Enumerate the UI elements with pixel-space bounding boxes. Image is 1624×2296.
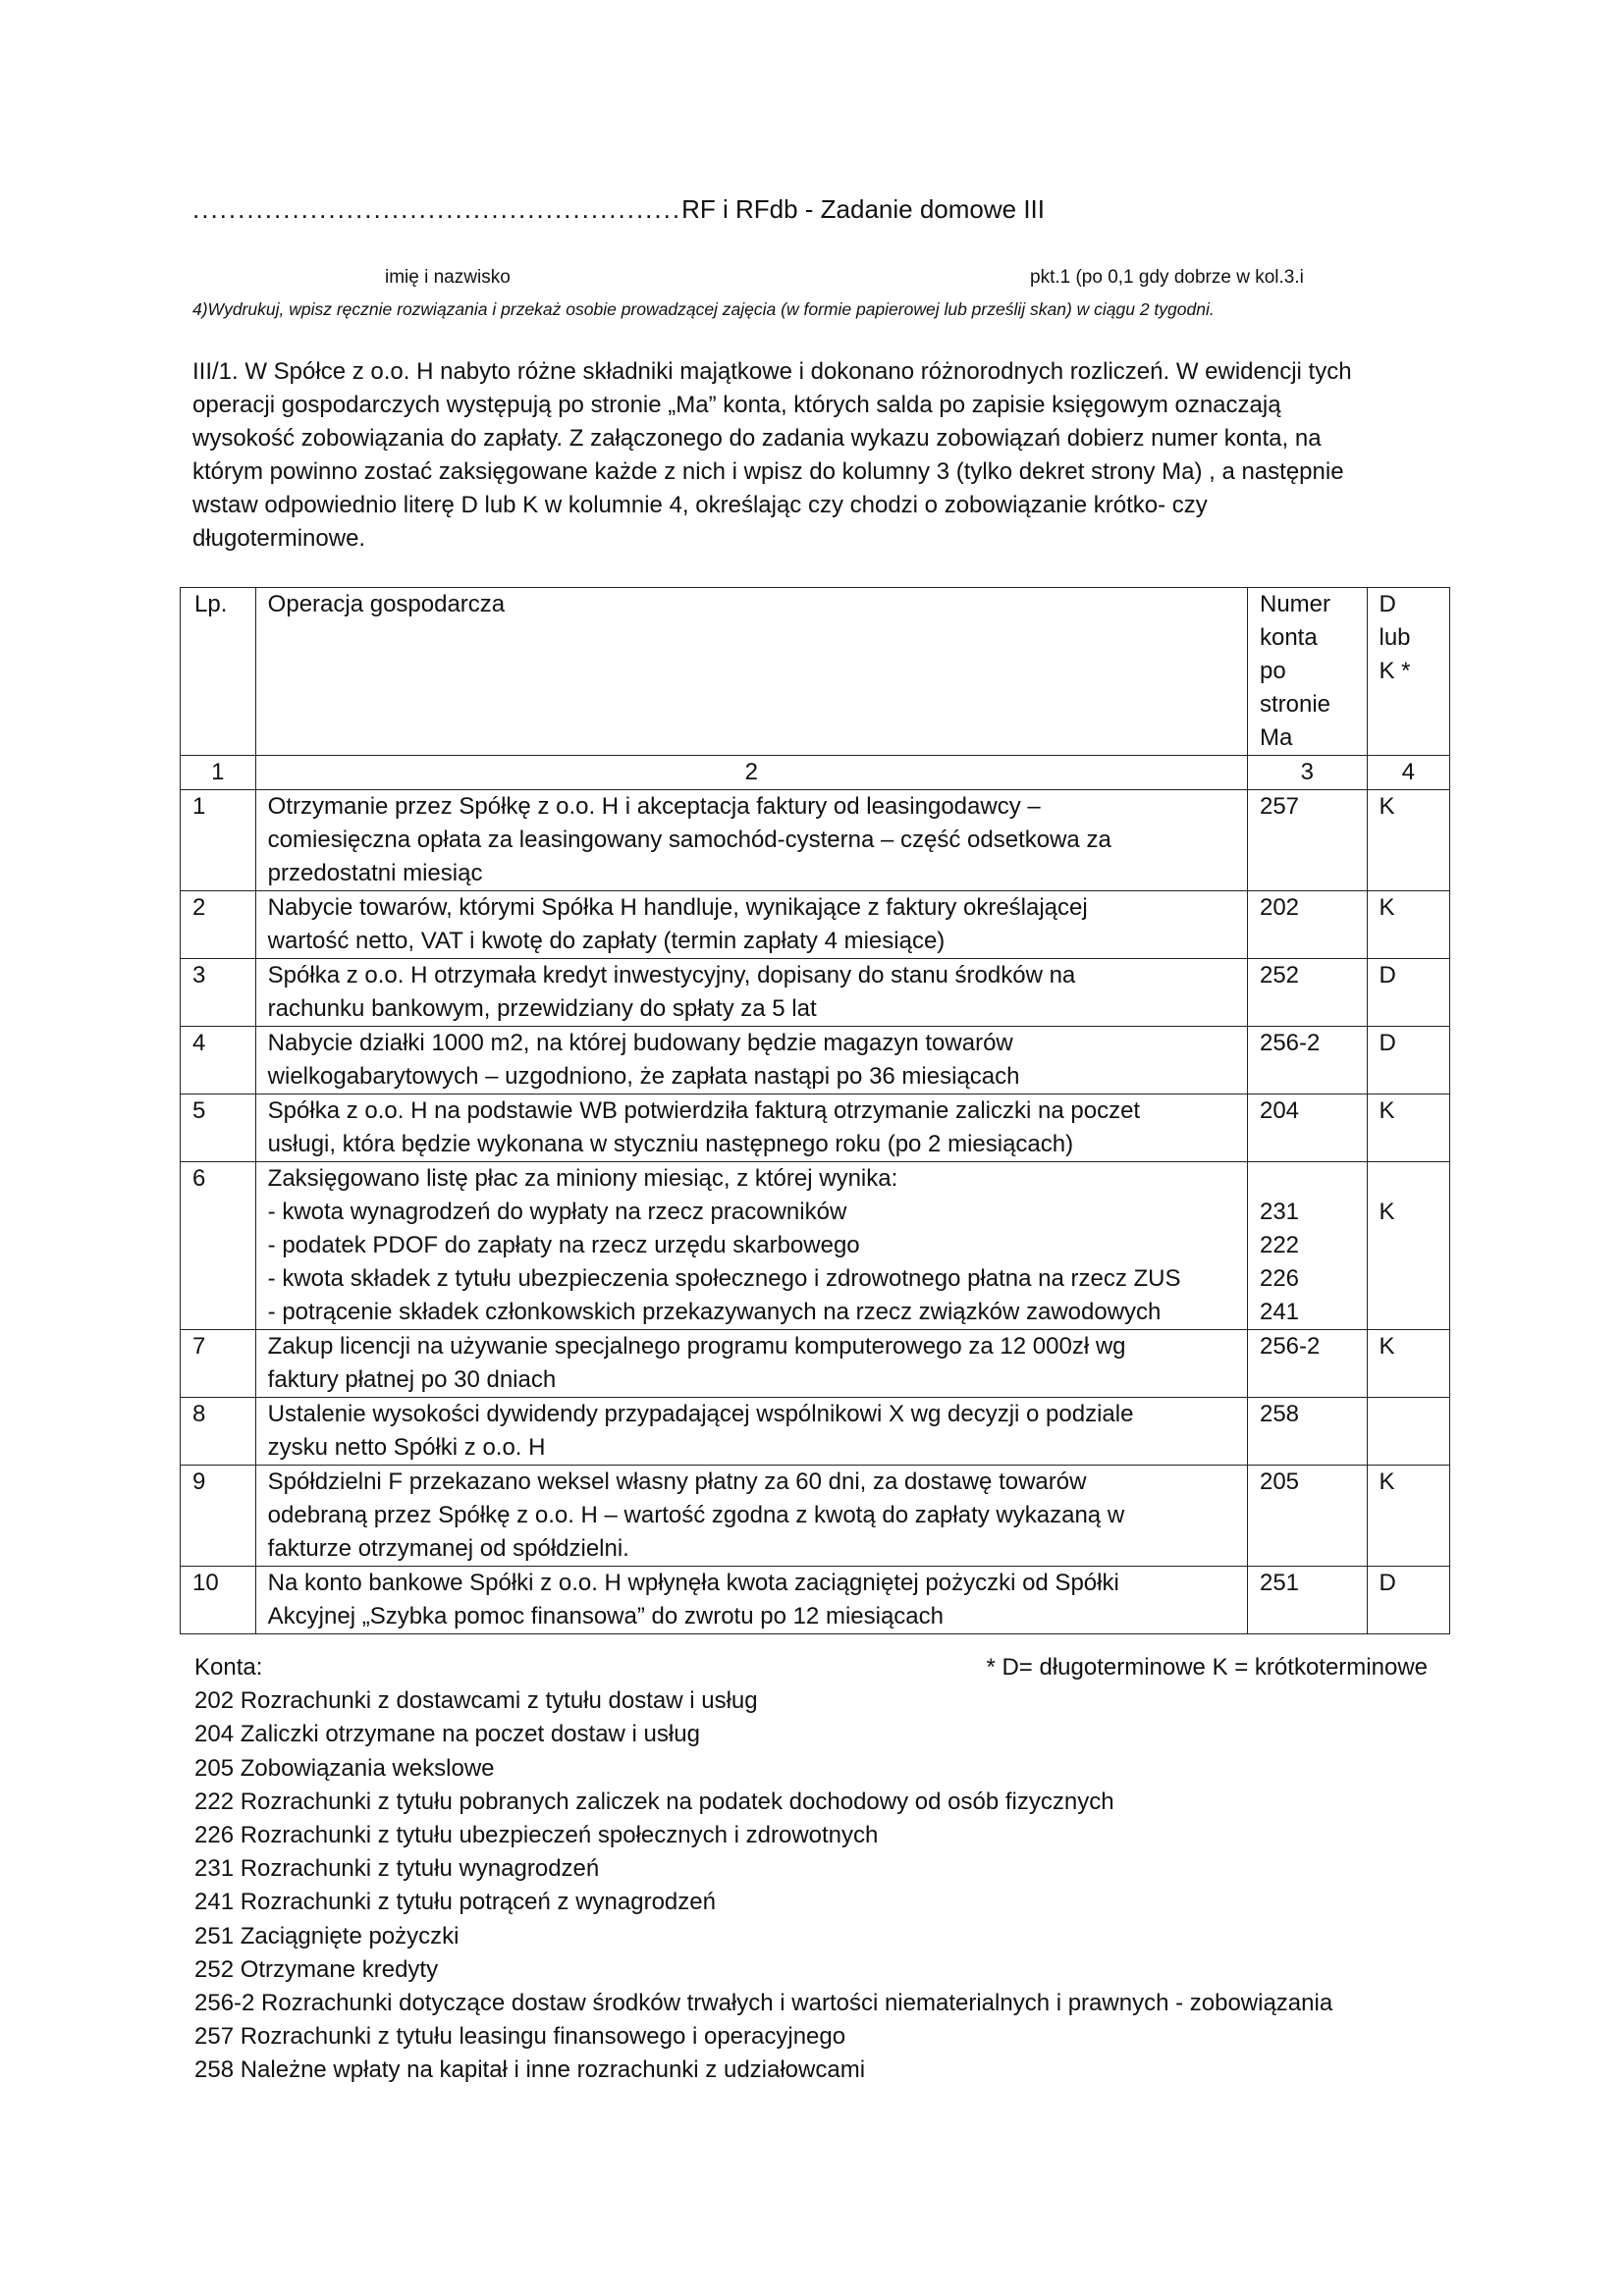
row-account-number-line: 241	[1259, 1299, 1300, 1325]
account-item: 204 Zaliczki otrzymane na poczet dostaw i usług	[194, 1721, 700, 1748]
row-d-or-k-line: K	[1379, 1199, 1395, 1225]
row-operation-line: - kwota składek z tytułu ubezpieczenia społecznego i zdrowotnego płatna na rzecz ZUS	[267, 1265, 1181, 1292]
table-row	[181, 959, 1450, 1027]
row-operation-line: Akcyjnej „Szybka pomoc finansowa” do zwrotu po 12 miesiącach	[267, 1603, 944, 1629]
row-d-or-k	[1367, 1466, 1450, 1567]
legend-note: * D= długoterminowe K = krótkoterminowe	[986, 1654, 1428, 1681]
account-item: 205 Zobowiązania wekslowe	[194, 1754, 495, 1782]
accounts-label: Konta:	[194, 1654, 263, 1681]
row-lp: 5	[181, 1095, 256, 1162]
row-operation-line: - podatek PDOF do zapłaty na rzecz urzędu skarbowego	[267, 1232, 860, 1258]
row-operation	[255, 959, 1247, 1027]
row-d-or-k-line: K	[1379, 1333, 1395, 1360]
row-lp: 7	[181, 1330, 256, 1398]
header-dk-line: lub	[1379, 624, 1411, 651]
row-lp: 2	[181, 891, 256, 959]
row-operation-line: Spółka z o.o. H otrzymała kredyt inwestycyjny, dopisany do stanu środków na	[267, 962, 1076, 988]
account-item: 222 Rozrachunki z tytułu pobranych zaliczek na podatek dochodowy od osób fizycznych	[194, 1788, 1114, 1815]
row-account-number-line: 231	[1259, 1199, 1300, 1225]
row-operation	[255, 1027, 1247, 1095]
row-operation-line: usługi, która będzie wykonana w styczniu następnego roku (po 2 miesiącach)	[267, 1131, 1074, 1157]
row-operation-line: Nabycie działki 1000 m2, na której budowany będzie magazyn towarów	[267, 1030, 1013, 1056]
row-operation-line: Ustalenie wysokości dywidendy przypadającej wspólnikowi X wg decyzji o podziale	[267, 1401, 1134, 1427]
instruction-text: 4)Wydrukuj, wpisz ręcznie rozwiązania i przekaż osobie prowadzącej zajęcia (w formie papierowej lub prześlij skan) w ciągu 2 tygodni.	[192, 299, 1215, 319]
table-header-row	[181, 588, 1450, 756]
row-d-or-k	[1367, 1330, 1450, 1398]
row-account-number	[1247, 1567, 1367, 1634]
account-item: 226 Rozrachunki z tytułu ubezpieczeń społecznych i zdrowotnych	[194, 1822, 879, 1849]
row-operation-line: - kwota wynagrodzeń do wypłaty na rzecz pracowników	[267, 1199, 847, 1225]
account-item: 251 Zaciągnięte pożyczki	[194, 1922, 460, 1949]
header-account-line: Numer	[1259, 591, 1330, 617]
row-d-or-k	[1367, 1095, 1450, 1162]
row-d-or-k-line: D	[1379, 962, 1396, 988]
task-description	[192, 355, 1449, 556]
row-lp: 8	[181, 1398, 256, 1466]
row-operation	[255, 1466, 1247, 1567]
table-row	[181, 1162, 1450, 1330]
row-operation-line: Na konto bankowe Spółki z o.o. H wpłynęła kwota zaciągniętej pożyczki od Spółki	[267, 1570, 1119, 1596]
row-account-number	[1247, 1162, 1367, 1330]
row-operation-line: Zaksięgowano listę płac za miniony miesiąc, z której wynika:	[267, 1165, 898, 1192]
row-operation	[255, 1567, 1247, 1634]
row-lp: 1	[181, 790, 256, 891]
row-d-or-k	[1367, 790, 1450, 891]
points-note: pkt.1 (po 0,1 gdy dobrze w kol.3.i	[1030, 267, 1304, 288]
column-number-row	[181, 756, 1450, 790]
row-d-or-k	[1367, 1162, 1450, 1330]
row-d-or-k	[1367, 1398, 1450, 1466]
legend-row	[194, 1651, 1451, 1684]
row-lp: 9	[181, 1466, 256, 1567]
header-lp: Lp.	[181, 588, 256, 756]
row-d-or-k	[1367, 1027, 1450, 1095]
row-operation-line: comiesięczna opłata za leasingowany samochód-cysterna – część odsetkowa za	[267, 827, 1111, 853]
account-item: 257 Rozrachunki z tytułu leasingu finansowego i operacyjnego	[194, 2023, 846, 2051]
task-line: długoterminowe.	[192, 525, 366, 552]
row-account-number	[1247, 891, 1367, 959]
row-account-number	[1247, 959, 1367, 1027]
account-item: 241 Rozrachunki z tytułu potrąceń z wynagrodzeń	[194, 1889, 716, 1916]
account-item: 252 Otrzymane kredyty	[194, 1955, 439, 1983]
task-line: wstaw odpowiednio literę D lub K w kolumnie 4, określając czy chodzi o zobowiązanie krótko- czy	[192, 492, 1208, 518]
row-operation-line: odebraną przez Spółkę z o.o. H – wartość zgodna z kwotą do zapłaty wykazaną w	[267, 1502, 1125, 1528]
row-d-or-k-line: K	[1379, 1468, 1395, 1495]
header-line	[192, 194, 1430, 225]
row-operation-line: - potrącenie składek członkowskich przekazywanych na rzecz związków zawodowych	[267, 1299, 1162, 1325]
row-d-or-k-line: D	[1379, 1030, 1396, 1056]
row-account-number	[1247, 790, 1367, 891]
name-blank-dots: ......................................................	[192, 194, 682, 224]
row-account-number-line: 222	[1259, 1232, 1300, 1258]
row-account-number-line: 257	[1259, 793, 1300, 820]
header-dk-line: D	[1379, 591, 1396, 617]
row-operation-line: Otrzymanie przez Spółkę z o.o. H i akceptacja faktury od leasingodawcy –	[267, 793, 1041, 820]
header-account-line: Ma	[1259, 724, 1293, 751]
row-lp: 3	[181, 959, 256, 1027]
row-account-number	[1247, 1330, 1367, 1398]
row-account-number-line: 202	[1259, 894, 1300, 921]
row-account-number-line: 204	[1259, 1097, 1300, 1124]
row-operation	[255, 1095, 1247, 1162]
row-operation-line: faktury płatnej po 30 dniach	[267, 1366, 557, 1393]
row-operation-line: wartość netto, VAT i kwotę do zapłaty (termin zapłaty 4 miesiące)	[267, 928, 946, 954]
row-account-number-line: 256-2	[1259, 1030, 1321, 1056]
row-account-number	[1247, 1095, 1367, 1162]
row-account-number-line: 205	[1259, 1468, 1300, 1495]
account-item: 231 Rozrachunki z tytułu wynagrodzeń	[194, 1855, 600, 1883]
row-account-number-line: 252	[1259, 962, 1300, 988]
row-operation-line: fakturze otrzymanej od spółdzielni.	[267, 1535, 629, 1562]
row-operation	[255, 1162, 1247, 1330]
table-row	[181, 1095, 1450, 1162]
accounts-list	[194, 1684, 1451, 2087]
task-line: III/1. W Spółce z o.o. H nabyto różne składniki majątkowe i dokonano różnorodnych rozliczeń. W ewidencji tych	[192, 358, 1352, 385]
table-row	[181, 1330, 1450, 1398]
row-d-or-k-line	[1380, 1398, 1440, 1431]
row-account-number-line: 226	[1259, 1265, 1300, 1292]
operations-body	[181, 790, 1450, 1634]
account-item: 258 Należne wpłaty na kapitał i inne rozrachunki z udziałowcami	[194, 2056, 866, 2084]
row-operation-line: zysku netto Spółki z o.o. H	[267, 1434, 546, 1461]
row-operation-line: wielkogabarytowych – uzgodniono, że zapłata nastąpi po 36 miesiącach	[267, 1063, 1020, 1090]
account-item: 256-2 Rozrachunki dotyczące dostaw środków trwałych i wartości niematerialnych i prawnych - zobowiązania	[194, 1990, 1333, 2017]
document-title: RF i RFdb - Zadanie domowe III	[681, 194, 1045, 224]
header-account-line: konta	[1259, 624, 1318, 651]
name-label: imię i nazwisko	[385, 267, 511, 288]
table-row	[181, 1398, 1450, 1466]
task-line: operacji gospodarczych występują po stronie „Ma” konta, których salda po zapisie księgowym oznaczają	[192, 392, 1281, 418]
row-operation	[255, 891, 1247, 959]
row-d-or-k-line	[1380, 1162, 1440, 1196]
row-operation	[255, 1398, 1247, 1466]
row-d-or-k	[1367, 1567, 1450, 1634]
row-d-or-k-line: K	[1379, 793, 1395, 820]
row-lp: 10	[181, 1567, 256, 1634]
column-number: 4	[1367, 756, 1450, 790]
row-d-or-k-line: K	[1379, 894, 1395, 921]
task-line: którym powinno zostać zaksięgowane każde z nich i wpisz do kolumny 3 (tylko dekret strony Ma) , a następnie	[192, 458, 1344, 485]
header-d-or-k	[1367, 588, 1450, 756]
column-number: 3	[1247, 756, 1367, 790]
row-operation-line: Spółdzielni F przekazano weksel własny płatny za 60 dni, za dostawę towarów	[267, 1468, 1087, 1495]
row-d-or-k	[1367, 959, 1450, 1027]
row-operation-line: Zakup licencji na używanie specjalnego programu komputerowego za 12 000zł wg	[267, 1333, 1126, 1360]
table-row	[181, 1027, 1450, 1095]
table-row	[181, 790, 1450, 891]
row-operation-line: rachunku bankowym, przewidziany do spłaty za 5 lat	[267, 995, 817, 1022]
accounts-footer	[194, 1651, 1451, 2088]
operations-table	[180, 587, 1450, 1634]
header-operation: Operacja gospodarcza	[255, 588, 1247, 756]
row-account-number-line: 251	[1259, 1570, 1300, 1596]
account-item: 202 Rozrachunki z dostawcami z tytułu dostaw i usług	[194, 1687, 758, 1715]
column-number: 2	[255, 756, 1247, 790]
row-d-or-k	[1367, 891, 1450, 959]
row-lp: 4	[181, 1027, 256, 1095]
row-account-number	[1247, 1398, 1367, 1466]
row-operation	[255, 1330, 1247, 1398]
row-d-or-k-line: D	[1379, 1570, 1396, 1596]
row-account-number-line: 256-2	[1259, 1333, 1321, 1360]
row-operation	[255, 790, 1247, 891]
header-account-line: po	[1259, 658, 1286, 684]
row-lp: 6	[181, 1162, 256, 1330]
table-row	[181, 891, 1450, 959]
task-line: wysokość zobowiązania do zapłaty. Z załączonego do zadania wykazu zobowiązań dobierz numer konta, na	[192, 425, 1322, 452]
row-account-number-line	[1260, 1162, 1357, 1196]
header-account-number	[1247, 588, 1367, 756]
row-account-number	[1247, 1466, 1367, 1567]
row-account-number-line: 258	[1259, 1401, 1300, 1427]
column-number: 1	[181, 756, 256, 790]
header-account-line: stronie	[1259, 691, 1331, 718]
row-account-number	[1247, 1027, 1367, 1095]
row-operation-line: przedostatni miesiąc	[267, 860, 483, 886]
row-d-or-k-line: K	[1379, 1097, 1395, 1124]
table-row	[181, 1567, 1450, 1634]
row-operation-line: Spółka z o.o. H na podstawie WB potwierdziła fakturą otrzymanie zaliczki na poczet	[267, 1097, 1141, 1124]
header-dk-line: K *	[1379, 658, 1411, 684]
table-row	[181, 1466, 1450, 1567]
row-operation-line: Nabycie towarów, którymi Spółka H handluje, wynikające z faktury określającej	[267, 894, 1088, 921]
